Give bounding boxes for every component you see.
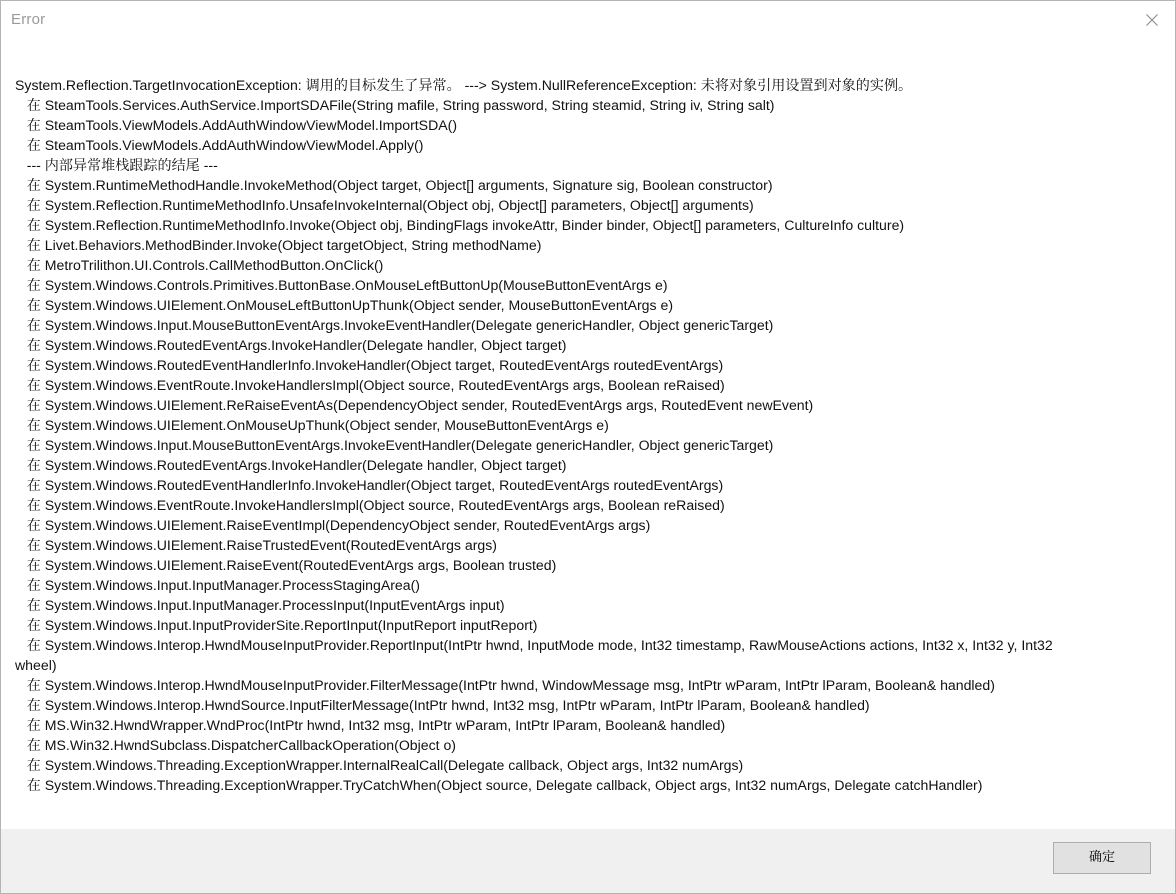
stack-trace-line: 在 System.Reflection.RuntimeMethodInfo.Invoke(Object obj, BindingFlags invokeAttr, Binder binder, Object[] parameters, CultureInfo culture) — [15, 217, 905, 233]
stack-trace-line: 在 MS.Win32.HwndSubclass.DispatcherCallbackOperation(Object o) — [15, 737, 456, 753]
stack-trace-line: 在 System.Windows.UIElement.RaiseEventImpl(DependencyObject sender, RoutedEventArgs args) — [15, 517, 651, 533]
stack-trace-line: System.Reflection.TargetInvocationException: 调用的目标发生了异常。 ---> System.NullReferenceException: 未将对象引用设置到对象的实例。 — [15, 77, 913, 93]
stack-trace-line: wheel) — [15, 657, 57, 673]
stack-trace-line: --- 内部异常堆栈跟踪的结尾 --- — [15, 157, 218, 173]
stack-trace-line: 在 System.Windows.Threading.ExceptionWrapper.InternalRealCall(Delegate callback, Object args, Int32 numArgs) — [15, 757, 744, 773]
stack-trace-line: 在 System.Windows.Controls.Primitives.ButtonBase.OnMouseLeftButtonUp(MouseButtonEventArgs e) — [15, 277, 668, 293]
stack-trace-line: 在 System.Reflection.RuntimeMethodInfo.UnsafeInvokeInternal(Object obj, Object[] parameters, Object[] arguments) — [15, 197, 754, 213]
stack-trace-line: 在 SteamTools.Services.AuthService.ImportSDAFile(String mafile, String password, String steamid, String iv, String salt) — [15, 97, 775, 113]
stack-trace-line: 在 System.Windows.Interop.HwndSource.InputFilterMessage(IntPtr hwnd, Int32 msg, IntPtr wParam, IntPtr lParam, Boolean& handled) — [15, 697, 870, 713]
stack-trace-line: 在 System.Windows.Interop.HwndMouseInputProvider.FilterMessage(IntPtr hwnd, WindowMessage msg, IntPtr wParam, IntPtr lParam, Boolean& handled) — [15, 677, 995, 693]
stack-trace-line: 在 System.Windows.Input.MouseButtonEventArgs.InvokeEventHandler(Delegate genericHandler, Object genericTarget) — [15, 437, 774, 453]
stack-trace-line: 在 System.Windows.UIElement.OnMouseUpThunk(Object sender, MouseButtonEventArgs e) — [15, 417, 609, 433]
stack-trace-line: 在 System.Windows.RoutedEventHandlerInfo.InvokeHandler(Object target, RoutedEventArgs routedEventArgs) — [15, 477, 724, 493]
stack-trace-line: 在 System.RuntimeMethodHandle.InvokeMethod(Object target, Object[] arguments, Signature sig, Boolean constructor) — [15, 177, 773, 193]
error-message — [15, 75, 1155, 795]
stack-trace-line: 在 System.Windows.RoutedEventArgs.InvokeHandler(Delegate handler, Object target) — [15, 337, 567, 353]
stack-trace-line: 在 System.Windows.UIElement.ReRaiseEventAs(DependencyObject sender, RoutedEventArgs args, RoutedEvent newEvent) — [15, 397, 814, 413]
stack-trace-line: 在 System.Windows.Input.MouseButtonEventArgs.InvokeEventHandler(Delegate genericHandler, Object genericTarget) — [15, 317, 774, 333]
stack-trace-line: 在 System.Windows.Input.InputManager.ProcessInput(InputEventArgs input) — [15, 597, 505, 613]
ok-button[interactable]: 确定 — [1053, 842, 1151, 874]
stack-trace-line: 在 MS.Win32.HwndWrapper.WndProc(IntPtr hwnd, Int32 msg, IntPtr wParam, IntPtr lParam, Boolean& handled) — [15, 717, 726, 733]
close-icon — [1146, 14, 1158, 26]
stack-trace-line: 在 System.Windows.EventRoute.InvokeHandlersImpl(Object source, RoutedEventArgs args, Boolean reRaised) — [15, 497, 725, 513]
stack-trace-line: 在 System.Windows.Interop.HwndMouseInputProvider.ReportInput(IntPtr hwnd, InputMode mode, Int32 timestamp, RawMouseActions actions, Int32 x, Int32 y, Int32 — [15, 637, 1053, 653]
title-bar — [1, 1, 1175, 41]
stack-trace-line: 在 System.Windows.Input.InputProviderSite.ReportInput(InputReport inputReport) — [15, 617, 538, 633]
stack-trace-line: 在 System.Windows.UIElement.RaiseTrustedEvent(RoutedEventArgs args) — [15, 537, 497, 553]
stack-trace-line: 在 SteamTools.ViewModels.AddAuthWindowViewModel.ImportSDA() — [15, 117, 458, 133]
stack-trace-line: 在 System.Windows.UIElement.RaiseEvent(RoutedEventArgs args, Boolean trusted) — [15, 557, 557, 573]
stack-trace-line: 在 MetroTrilithon.UI.Controls.CallMethodButton.OnClick() — [15, 257, 384, 273]
close-button[interactable] — [1129, 1, 1175, 39]
stack-trace-line: 在 SteamTools.ViewModels.AddAuthWindowViewModel.Apply() — [15, 137, 424, 153]
stack-trace-line: 在 System.Windows.Input.InputManager.ProcessStagingArea() — [15, 577, 420, 593]
stack-trace-line: 在 System.Windows.RoutedEventArgs.InvokeHandler(Delegate handler, Object target) — [15, 457, 567, 473]
stack-trace-line: 在 System.Windows.RoutedEventHandlerInfo.InvokeHandler(Object target, RoutedEventArgs routedEventArgs) — [15, 357, 724, 373]
stack-trace-line: 在 Livet.Behaviors.MethodBinder.Invoke(Object targetObject, String methodName) — [15, 237, 542, 253]
dialog-footer — [1, 829, 1175, 893]
stack-trace-line: 在 System.Windows.UIElement.OnMouseLeftButtonUpThunk(Object sender, MouseButtonEventArgs e) — [15, 297, 674, 313]
window-title: Error — [11, 11, 46, 28]
stack-trace-line: 在 System.Windows.EventRoute.InvokeHandlersImpl(Object source, RoutedEventArgs args, Boolean reRaised) — [15, 377, 725, 393]
stack-trace-line: 在 System.Windows.Threading.ExceptionWrapper.TryCatchWhen(Object source, Delegate callback, Object args, Int32 numArgs, Delegate catchHandler) — [15, 777, 983, 793]
